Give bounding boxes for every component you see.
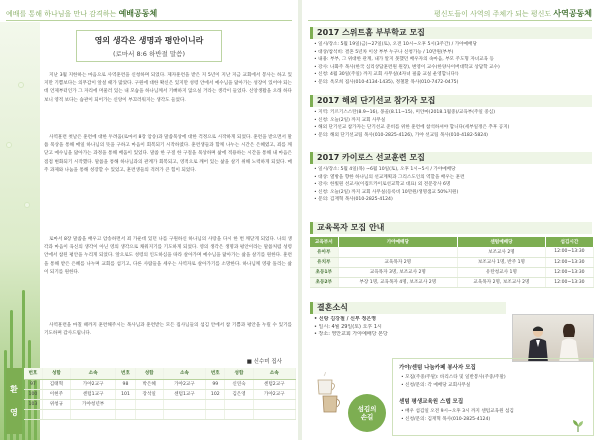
left-header-tagline: 예배를 통해 하나님을 만나 감격하는 <box>6 10 117 18</box>
right-header <box>434 8 592 19</box>
left-header <box>6 8 157 19</box>
wedding-title: 결혼소식 <box>310 302 506 314</box>
roster-table <box>24 368 296 420</box>
education-staff-title: 센텀 평생교육원 스텝 모집 <box>399 399 464 405</box>
roster-side-label: 환 영 <box>6 368 22 434</box>
service-circle-badge: 섬김의 손길 <box>348 394 386 432</box>
article-paragraph-4: 사역훈련을 마칠 때까지 훈련해주시는 목사님과 훈련받는 모든 집사님들의 섬김 안에서 참 기쁨과 평안을 누릴 수 있기를 기도하며 감사드립니다. <box>44 323 292 337</box>
table-row: 103 위청규 가야청년부 <box>24 399 296 409</box>
mission-trip-title: 2017 해외 단기선교 참가자 모집 <box>310 95 592 107</box>
kairos-title: 2017 카이로스 선교훈련 모집 <box>310 152 592 164</box>
roster-header-row: 번호 성함 소속 번호 성함 소속 번호 성함 소속 <box>24 368 296 379</box>
left-page <box>0 0 298 440</box>
wedding-body: • 신랑 김강철 / 신부 정은영 • 일시: 4월 29일(토) 오후 1시 • 장소: 영안교회 가야예배당 본당 <box>314 316 388 338</box>
article-title-box <box>76 30 222 62</box>
volunteer-box: 가야/센텀 나눔카페 봉사자 모집 • 모집(주중/주말): 바리스타 및 일반봉사(주중/주말) • 신청/문의: 각 예배당 교회사무실 센텀 평생교육원 스텝 모집 • 배우 섬김일 오전 9시~오후 3시 까지 센텀교육원 섬김 • 신청/문의: 김재혁 목사(010-2825-4124) <box>392 358 594 436</box>
bride-figure <box>557 323 581 362</box>
leaf-icon <box>571 419 585 433</box>
right-page <box>302 0 600 440</box>
table-row: 100 이현주 센텀1교구 101 장석일 센텀1교구 102 김은영 가야2교구 <box>24 389 296 399</box>
table-row: 초등1부 교육목자 3명, 보조교사 2명 유탄청교사 1명 12:00~13:30 <box>310 267 594 277</box>
table-row: 97 김태혁 가야2교구 98 박은혜 가야2교구 99 신연숙 센텀2교구 <box>24 379 296 389</box>
kairos-body: • 일시/장소: 5월 4일(목) ~6월 10일(토), 오후 1시~5시 / 가야예배당 • 대상: 열방을 향한 하나님의 선교계획과 그리스도인의 역할을 배우는 훈련 • 강사: 한빛원 선교사(이집트카이로선교학교 대표) 외 전문강사 6명 • 신청: 오늘(2일) 까지 교회 사무실(등록비 10만원/생명샘교 50%지원) • 문의: 김재혁 목사(010-2825-4124) <box>314 167 465 203</box>
sweethome-body: • 일시/장소: 5월 19일(금)~27일(토), 오전 10시~오후 5시(3주간) / 가야예배당 • 대상/참석비: 결혼 5년차 이상 부부 누구나 신청가능 / 10만원(부부) • 내용: 부부, 그 위대한 관계, 내가 알지 못했던 배우자의 속마음, 부모 주도형 자녀교육 등 • 강사: 나화주 목사(한국 심리상담훈련원 원장), 변영이 교수(한양사이버대학교 상담학 교수) • 신청: 4월 30일(주일) 까지 교회 사무실(4자녀 필출 교실 운영합니다!) • 문의: 옥모희 집사(010-4134-1435), 정철환 목사(010-7472-0475) <box>314 42 500 85</box>
left-header-rule <box>6 20 292 21</box>
cafe-volunteer-title: 가야/센텀 나눔카페 봉사자 모집 <box>399 365 476 371</box>
table-row: 유치부 교육목자 2명 보조교사 1명, 반주 1명 12:00~13:30 <box>310 257 594 267</box>
left-header-section: 예배공동체 <box>118 9 158 18</box>
groom-figure <box>527 325 549 362</box>
table-row: 초등2부 부장 1명, 교육목자 4명, 보조교사 2명 교육목자 2명, 보조교사 2명 12:00~13:30 <box>310 277 594 287</box>
right-header-rule <box>308 20 592 21</box>
table-row <box>24 409 296 419</box>
article-paragraph-2: 사역훈련 첫날은 훈련에 대한 두려움(로마서 8장 암송)과 말씀묵상에 대한 걱정으로 시작하게 되었다. 훈련을 받으면서 말씀 묵상을 통해 매일 하나님의 뜻을 구하고 마음이 회복되기 시작하였다. 훈련생들과 함께 나누는 시간은 은혜였고, 죄를 깨닫고 예수님을 닮아가는 과정을 통해 배움이 있었다. 말씀 한 구절 한 구절을 묵상하며 삶에 적용하는 시간을 통해 내 마음은 점점 변화되기 시작했다. 말씀을 통해 하나님과의 관계가 회복되고, 영적으로 깨어 있는 삶을 살기 위해 노력하게 되었다. 매주 과제와 나눔을 통해 성장할 수 있었고, 훈련생들의 격려가 큰 힘이 되었다. <box>44 135 292 173</box>
coffee-mugs-icon <box>314 372 344 416</box>
teacher-table-header: 교육부서 가야예배당 센텀예배당 섬김시간 <box>310 237 594 247</box>
teacher-recruit-table <box>310 237 594 288</box>
table-row: 유아부 보조교사 2명 12:00~13:30 <box>310 247 594 257</box>
article-verse: (로마서 8:6 하반절 말씀) <box>113 50 185 58</box>
article-paragraph-3: 로마서 8장 말씀을 배우고 암송하면서 죄 가운데 있던 나를 구원하신 하나님의 사랑을 다시 한 번 깨닫게 되었다. 나의 생각과 마음이 육신의 생각이 아닌 영의 생각으로 채워지기를 기도하게 되었다. 영의 생각은 생명과 평안이라는 말씀처럼 성령 안에서 참된 평안을 누리게 되었다. 앞으로도 성령의 인도하심을 따라 살아가며 예수님을 닮아가는 삶을 살기를 원한다. 훈련을 통해 받은 은혜를 나누며 교회를 섬기고, 다른 사람들을 세우는 사역자로 살아가기를 소망한다. 하나님께 영광 돌리는 삶이 되기를 원한다. <box>44 237 292 275</box>
article-title: 영의 생각은 생명과 평안이니라 <box>94 36 204 45</box>
wedding-photo <box>512 314 594 362</box>
welcome-roster <box>6 368 296 434</box>
article-signature: ■ 신수미 집사 <box>246 359 282 365</box>
teacher-recruit-title: 교육목자 모집 안내 <box>310 222 592 234</box>
right-header-section: 사역공동체 <box>553 9 592 18</box>
mission-trip-body: • 지역: 키르기스스탄(8.9~16), 몽골(8.11~15), 미얀마(2018.1월중)/교육부(주일 중심) • 신청: 오늘(2일) 까지 교회 사무실 • 해외 단기선교 참가자는 단기선교 준비를 위한 훈련에 참석하셔야 합니다(세부일정은 추후 공지) • 문의: 해외 단기선교팀 목사(010-2825-4126), 가야 선교팀 목사(010-4182-5824) <box>314 110 510 138</box>
article-paragraph-1: 지난 3월 지한하는 마음으로 사역훈련을 신청하며 되었다. 제자훈련을 받은 지 5년이 지난 지금 교회에서 봉사는 하고 있지만 기쁨보다는 의무감이 앞설 때가 많았다. 구원에 대한 확신은 있지만 성령 안에서 예수님을 닮아가는 성장이 있어야 되는데 언제부터인가 그 자리에 머물러 있는 내 모습을 하나님께서 기뻐하지 않으실 거라는 생각이 들었다. 신앙생활을 오래 하다 보니 영적 보다는 습관이 되어가는 신앙이 부끄러워지는 생각도 들었다. <box>44 73 292 103</box>
right-header-tagline: 평신도들이 사역의 주체가 되는 평신도 <box>434 10 552 18</box>
sweethome-title: 2017 스위트홈 부부학교 모집 <box>310 27 592 39</box>
